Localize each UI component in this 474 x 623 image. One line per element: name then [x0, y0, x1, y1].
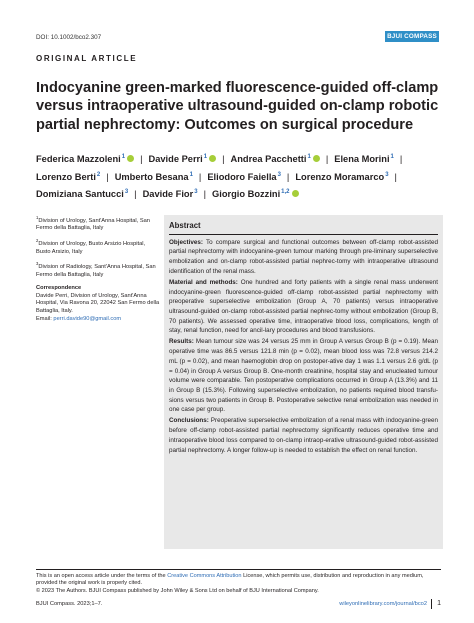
- author-affiliation-mark: 3: [385, 171, 389, 178]
- license-link[interactable]: Creative Commons Attribution: [167, 572, 242, 579]
- page-footer: [36, 599, 441, 609]
- license-text: This is an open access article under the terms of the Creative Commons Attribution License, which permits use, distribution and reproduction in any medium, provided the original work is properly cited.: [36, 572, 424, 587]
- author-separator: |: [140, 154, 143, 164]
- orcid-icon[interactable]: [127, 155, 134, 162]
- abstract-box: [164, 215, 443, 549]
- author-name[interactable]: Lorenzo Moramarco: [295, 171, 385, 182]
- author-affiliation-mark: 3: [277, 171, 281, 178]
- author-name[interactable]: Andrea Pacchetti: [230, 154, 307, 164]
- author-affiliation-mark: 1: [121, 154, 126, 160]
- section-label: ORIGINAL ARTICLE: [36, 54, 138, 63]
- article-title: Indocyanine green-marked fluorescence-guided off-clamp versus intraoperative ultrasound-guided on-clamp robotic partial nephrectomy: Outcomes on surgical procedure: [36, 80, 439, 133]
- author-affiliation-mark: 3: [124, 189, 129, 195]
- author-name[interactable]: Elena Morini: [334, 154, 390, 164]
- page-number: 1: [437, 600, 441, 607]
- affiliation-3: $^3$Division of Radiology, Sant'Anna Hospital, San Fermo della Battaglia, Italy: [36, 261, 156, 278]
- author-separator: |: [203, 189, 206, 199]
- affiliation-2: $^2$Division of Urology, Busto Arsizio Hospital, Busto Arsizio, Italy: [36, 238, 146, 255]
- author-affiliation-mark: 1: [390, 154, 394, 160]
- author-separator: |: [222, 154, 225, 164]
- footnote-divider: [36, 569, 441, 570]
- author-affiliation-mark: 1: [203, 154, 208, 160]
- author-name[interactable]: Eliodoro Faiella: [207, 171, 277, 182]
- author-affiliation-mark: 1: [307, 154, 311, 160]
- author-separator: |: [198, 171, 202, 182]
- author-affiliation-mark: 3: [194, 189, 198, 195]
- author-line: [36, 185, 446, 203]
- email-link[interactable]: perri.davide90@gmail.com: [53, 315, 122, 322]
- author-name[interactable]: Umberto Besana: [114, 171, 189, 182]
- doi: DOI: 10.1002/bco2.307: [36, 34, 102, 41]
- author-affiliation-mark: 2: [96, 171, 101, 178]
- abstract-objectives: Objectives: To compare surgical and functional outcomes between off-clamp robot-assisted partial nephrectomy with indocyanine-green tumour marking through pre-liminary superselective embolization and on-clamp robot-assisted partial nephrec-tomy with intraoperative ultrasound identification of the renal mass.: [169, 238, 438, 275]
- footer-divider: [431, 599, 432, 609]
- author-line: [36, 168, 446, 186]
- affiliations: [36, 214, 161, 323]
- author-name[interactable]: Lorenzo Berti: [36, 171, 96, 182]
- abstract-heading: Abstract: [169, 221, 201, 230]
- author-affiliation-mark: 1,2: [281, 189, 290, 195]
- orcid-icon[interactable]: [292, 190, 299, 197]
- journal-badge: BJUI COMPASS: [385, 31, 439, 42]
- license-footnote: [36, 569, 441, 596]
- author-name[interactable]: Federica Mazzoleni: [36, 154, 121, 164]
- journal-site-link[interactable]: wileyonlinelibrary.com/journal/bco2: [339, 601, 427, 607]
- copyright-text: © 2023 The Authors. BJUI Compass published by John Wiley & Sons Ltd on behalf of BJU International Company.: [36, 588, 319, 594]
- abstract-results: Results: Mean tumour size was 24 versus 25 mm in Group A versus Group B (p = 0.19). Mean operative time was 86.5 versus 121.8 min (p = 0.02), mean blood loss was 72.8 versus 214.2 mL (p = 0.02), and mean haemoglobin drop on postoper-ative day 1 was 1.1 versus 2.6 g/dL (p = 0.04) in Group A versus Group B. One-month creatinine, hospital stay and enucleated tumour volume were comparable. Ten postoperative complications occurred in Group A (13.3%) and 11 in Group B (15.3%). Following superselective embolization, no patients required blood transfu-sions versus two patients in Group B. Postoperative selective renal embolization was needed in one case per group.: [169, 338, 438, 414]
- correspondence-email: Email: perri.davide90@gmail.com: [36, 315, 122, 322]
- author-name[interactable]: Davide Fior: [142, 189, 194, 199]
- author-name[interactable]: Domiziana Santucci: [36, 189, 124, 199]
- correspondence-heading: Correspondence: [36, 285, 82, 292]
- correspondence-body: Davide Perri, Division of Urology, Sant'Anna Hospital, Via Ravona 20, 22042 San Fermo della Battaglia, Italy.: [36, 292, 160, 315]
- abstract-methods: Material and methods: One hundred and forty patients with a single renal mass underwent indocyanine-green fluorescence-guided off-clamp robot-assisted partial nephrectomy with preoperative superselective embolization (Group A, 70 patients) versus intraoperative ultrasound-guided on-clamp robot-assisted partial nephrec-tomy without embolization (Group B, 70 patients). We assessed operative time, intraoperative blood loss, complications, length of stay, renal function, need for ancil-lary procedures and blood transfusions.: [169, 278, 439, 335]
- orcid-icon[interactable]: [209, 155, 216, 162]
- author-separator: |: [286, 171, 290, 182]
- affiliation-1: $^1$Division of Urology, Sant'Anna Hospital, San Fermo della Battaglia, Italy: [36, 215, 150, 232]
- journal-citation: BJUI Compass. 2023;1–7.: [36, 601, 103, 607]
- author-separator: |: [394, 171, 397, 182]
- author-line: [36, 150, 446, 168]
- abstract-divider: [169, 234, 438, 235]
- orcid-icon[interactable]: [313, 155, 320, 162]
- author-affiliation-mark: 1: [189, 171, 193, 178]
- author-separator: |: [325, 154, 329, 164]
- author-list: [36, 150, 446, 203]
- author-separator: |: [134, 189, 137, 199]
- author-name[interactable]: Giorgio Bozzini: [212, 189, 281, 199]
- author-separator: |: [399, 154, 403, 164]
- abstract-conclusions: Conclusions: Preoperative superselective embolization of a renal mass with indocyanine-green before off-clamp robot-assisted partial nephrectomy significantly reduces operative time and intraoperative blood loss compared to on-clamp intraop-erative ultrasound-guided robot-assisted partial nephrectomy. A longer follow-up is needed to establish the effect on renal function.: [169, 417, 438, 454]
- author-separator: |: [106, 171, 109, 182]
- author-name[interactable]: Davide Perri: [148, 154, 203, 164]
